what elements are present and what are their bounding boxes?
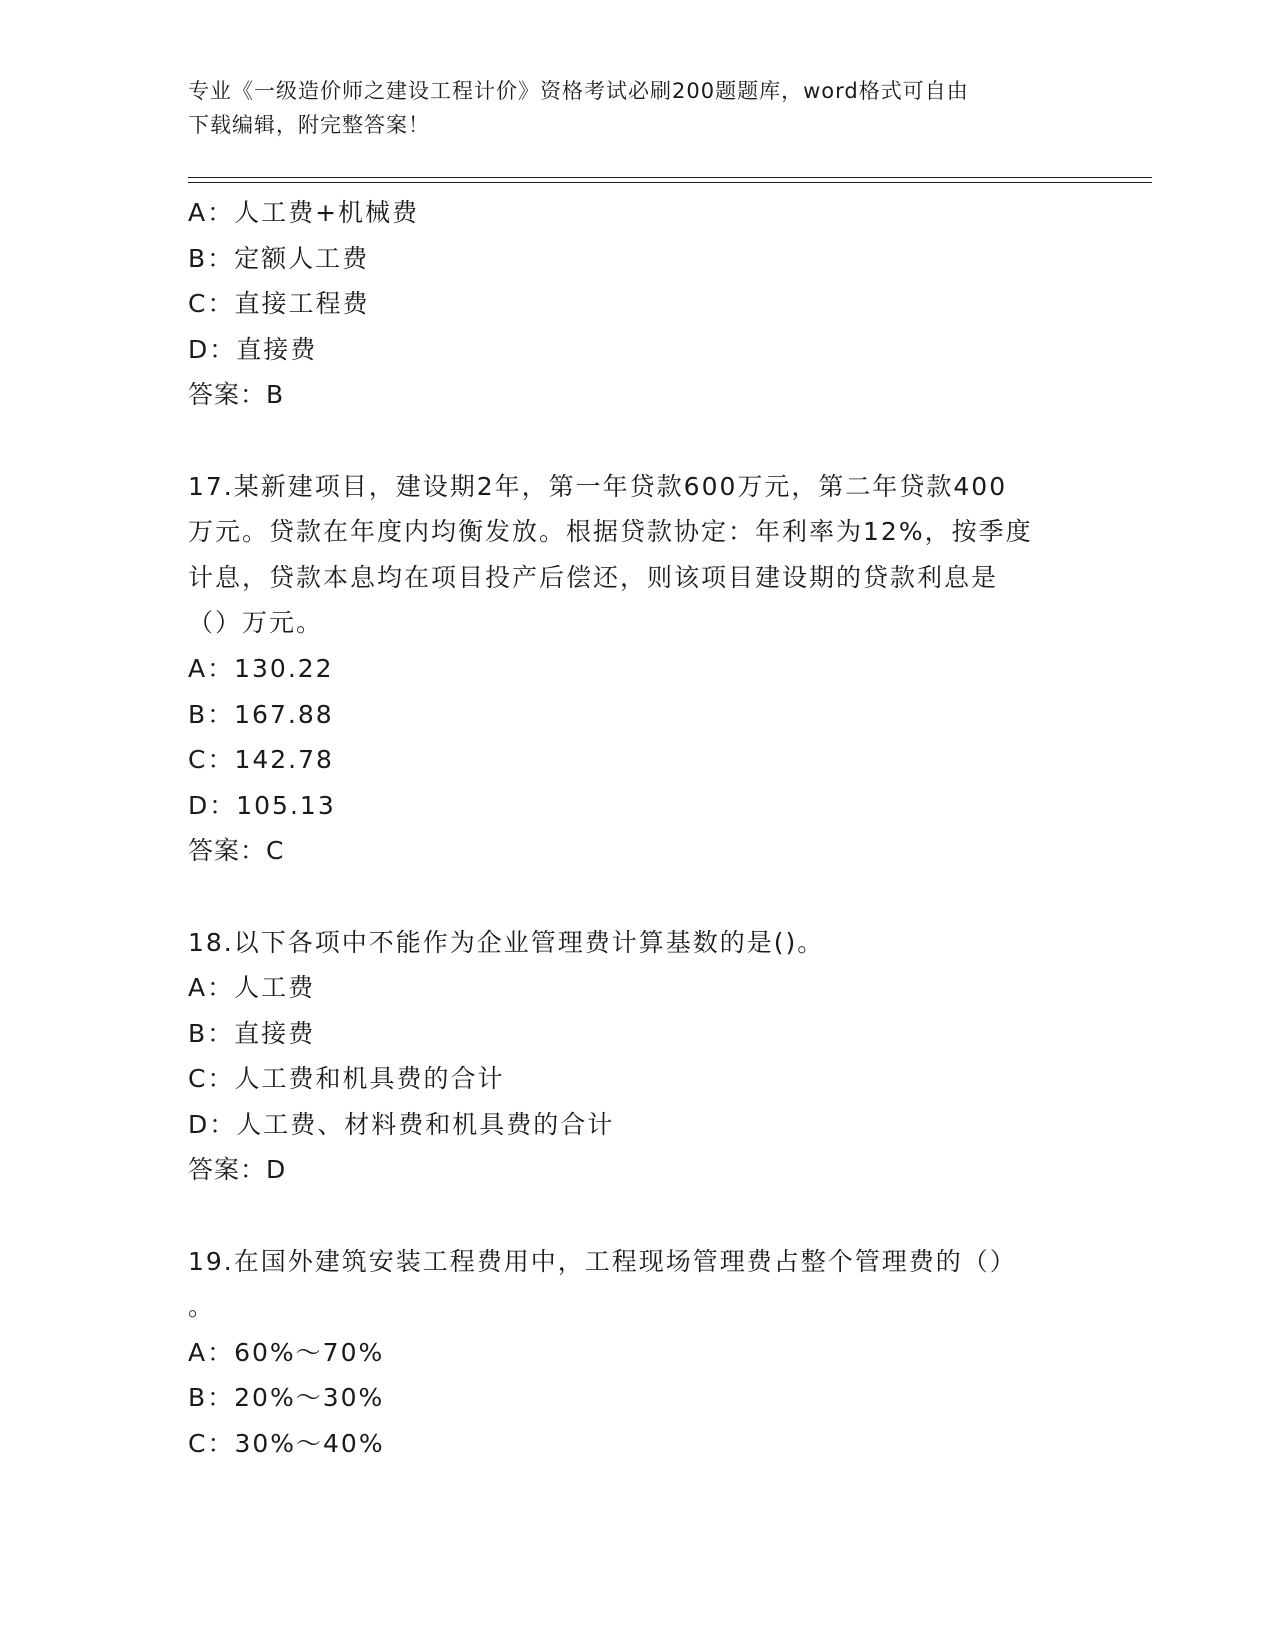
question-list — [188, 190, 1088, 1467]
question-text-line: 18.以下各项中不能作为企业管理费计算基数的是()。 — [188, 927, 825, 957]
question-16 — [188, 190, 1088, 418]
question-text-line: 17.某新建项目，建设期2年，第一年贷款600万元，第二年贷款400 — [188, 471, 1008, 501]
option-d: D：人工费、材料费和机具费的合计 — [188, 1109, 615, 1139]
option-b: B：直接费 — [188, 1018, 316, 1048]
option-d: D：直接费 — [188, 334, 318, 364]
option-a: A：人工费 — [188, 973, 316, 1003]
option-b: B：定额人工费 — [188, 243, 370, 273]
document-header — [188, 74, 1068, 142]
header-divider — [188, 177, 1152, 178]
answer-text: 答案：D — [188, 1155, 287, 1185]
answer-text: 答案：B — [188, 380, 285, 410]
header-line-2: 下载编辑，附完整答案！ — [188, 113, 430, 137]
option-a: A：130.22 — [188, 653, 334, 683]
option-c: C：30%～40% — [188, 1429, 385, 1459]
question-17 — [188, 464, 1088, 874]
spacer — [188, 418, 1088, 464]
question-19 — [188, 1239, 1088, 1467]
question-text-line: 19.在国外建筑安装工程费用中，工程现场管理费占整个管理费的（） — [188, 1246, 1017, 1276]
option-c: C：人工费和机具费的合计 — [188, 1064, 505, 1094]
header-divider-second — [188, 182, 1152, 183]
spacer — [188, 1193, 1088, 1239]
option-b: B：167.88 — [188, 699, 334, 729]
option-d: D：105.13 — [188, 790, 336, 820]
question-text-line: 计息，贷款本息均在项目投产后偿还，则该项目建设期的贷款利息是 — [188, 562, 999, 592]
answer-text: 答案：C — [188, 836, 285, 866]
question-text-line: 。 — [188, 1292, 216, 1322]
option-c: C：直接工程费 — [188, 289, 370, 319]
option-c: C：142.78 — [188, 745, 334, 775]
option-a: A：60%～70% — [188, 1337, 385, 1367]
option-a: A：人工费+机械费 — [188, 198, 420, 227]
option-b: B：20%～30% — [188, 1383, 385, 1413]
question-text-line: 万元。贷款在年度内均衡发放。根据贷款协定：年利率为12%，按季度 — [188, 517, 1033, 547]
spacer — [188, 874, 1088, 920]
question-text-line: （）万元。 — [188, 608, 324, 638]
header-line-1: 专业《一级造价师之建设工程计价》资格考试必刷200题题库，word格式可自由 — [188, 79, 969, 103]
question-18 — [188, 920, 1088, 1194]
